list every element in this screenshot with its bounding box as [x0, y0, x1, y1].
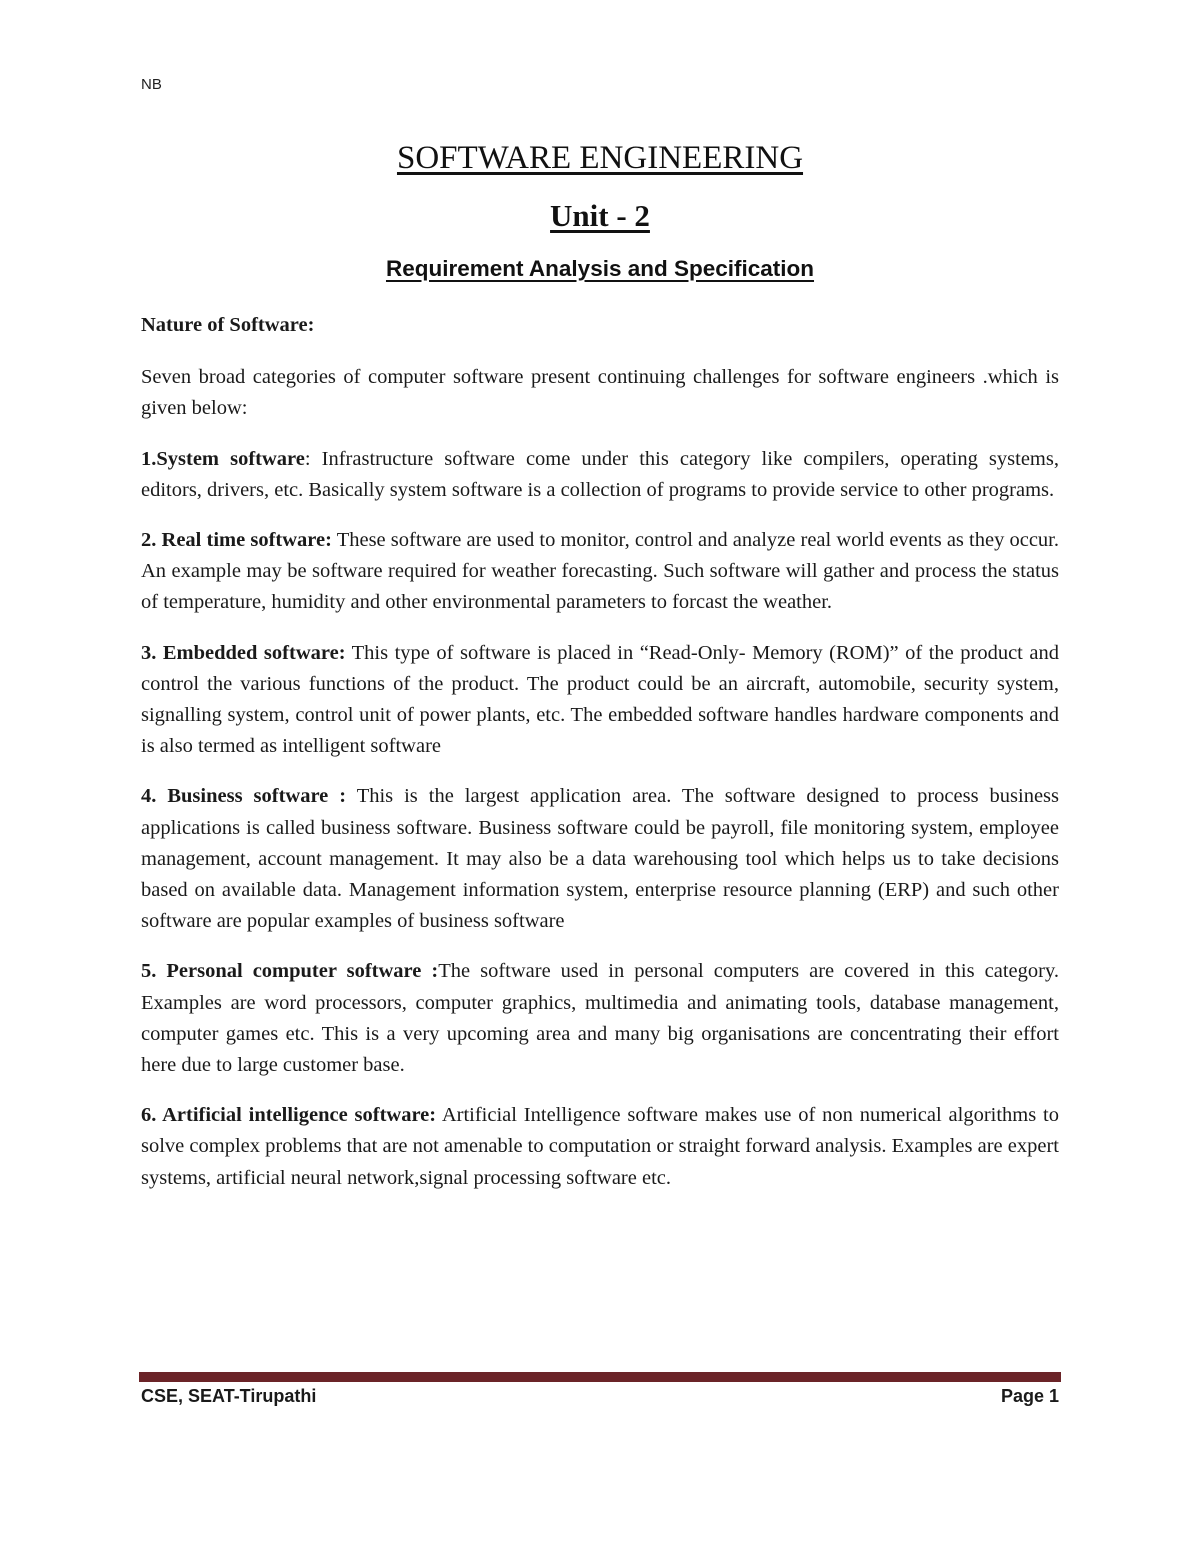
document-body — [141, 310, 1059, 1213]
category-text: This type of software is placed in “Read-Only- Memory (ROM)” of the product and control the various functions of the product. The product could be an aircraft, automobile, security system, signalling system, control unit of power plants, etc. The embedded software handles hardware components and is also termed as intelligent software — [141, 641, 1059, 758]
category-business-software — [141, 781, 1059, 937]
category-text: These software are used to monitor, control and analyze real world events as they occur. An example may be software required for weather forecasting. Such software will gather and process the status of temperature, humidity and other environmental parameters to forcast the weather. — [141, 529, 1060, 614]
category-separator: : — [304, 447, 311, 470]
footer-institution: CSE, SEAT-Tirupathi — [141, 1386, 317, 1406]
category-term: 2. Real time software: — [141, 529, 332, 552]
category-system-software — [141, 444, 1059, 506]
section-heading: Nature of Software: — [141, 314, 315, 336]
subject-title: Requirement Analysis and Specification — [385, 256, 815, 281]
category-personal-computer-software — [141, 956, 1059, 1081]
category-term: 6. Artificial intelligence software: — [141, 1104, 437, 1127]
page-number: Page 1 — [1000, 1386, 1059, 1406]
intro-paragraph: Seven broad categories of computer software present continuing challenges for software engineers .which is given below: — [141, 366, 1059, 420]
category-ai-software — [141, 1100, 1059, 1194]
document-title: SOFTWARE ENGINEERING — [396, 140, 804, 176]
category-text: The software used in personal computers are covered in this category. Examples are word processors, computer graphics, multimedia and animating tools, database management, computer games etc. This is a very upcoming area and many big organisations are concentrating their effort here due to large customer base. — [141, 960, 1059, 1077]
category-embedded-software — [141, 638, 1059, 763]
category-term: 1.System software — [141, 447, 305, 470]
header-mark: NB — [141, 76, 162, 93]
unit-title: Unit - 2 — [550, 198, 650, 233]
category-term: 3. Embedded software: — [141, 641, 346, 664]
category-term: 4. Business software : — [141, 785, 347, 808]
category-text: Infrastructure software come under this category like compilers, operating systems, editors, drivers, etc. Basically system software is a collection of programs to provide service to other programs. — [141, 447, 1059, 501]
footer-divider — [139, 1372, 1061, 1382]
category-term: 5. Personal computer software : — [141, 960, 439, 983]
category-real-time-software — [141, 525, 1059, 619]
category-text: This is the largest application area. The software designed to process business applications is called business software. Business software could be payroll, file monitoring system, employee management, account management. It may also be a data warehousing tool which helps us to take decisions based on available data. Management information system, enterprise resource planning (ERP) and such other software are popular examples of business software — [141, 785, 1060, 933]
category-text: Artificial Intelligence software makes use of non numerical algorithms to solve complex problems that are not amenable to computation or straight forward analysis. Examples are expert systems, artificial neural network,signal processing software etc. — [141, 1104, 1059, 1189]
